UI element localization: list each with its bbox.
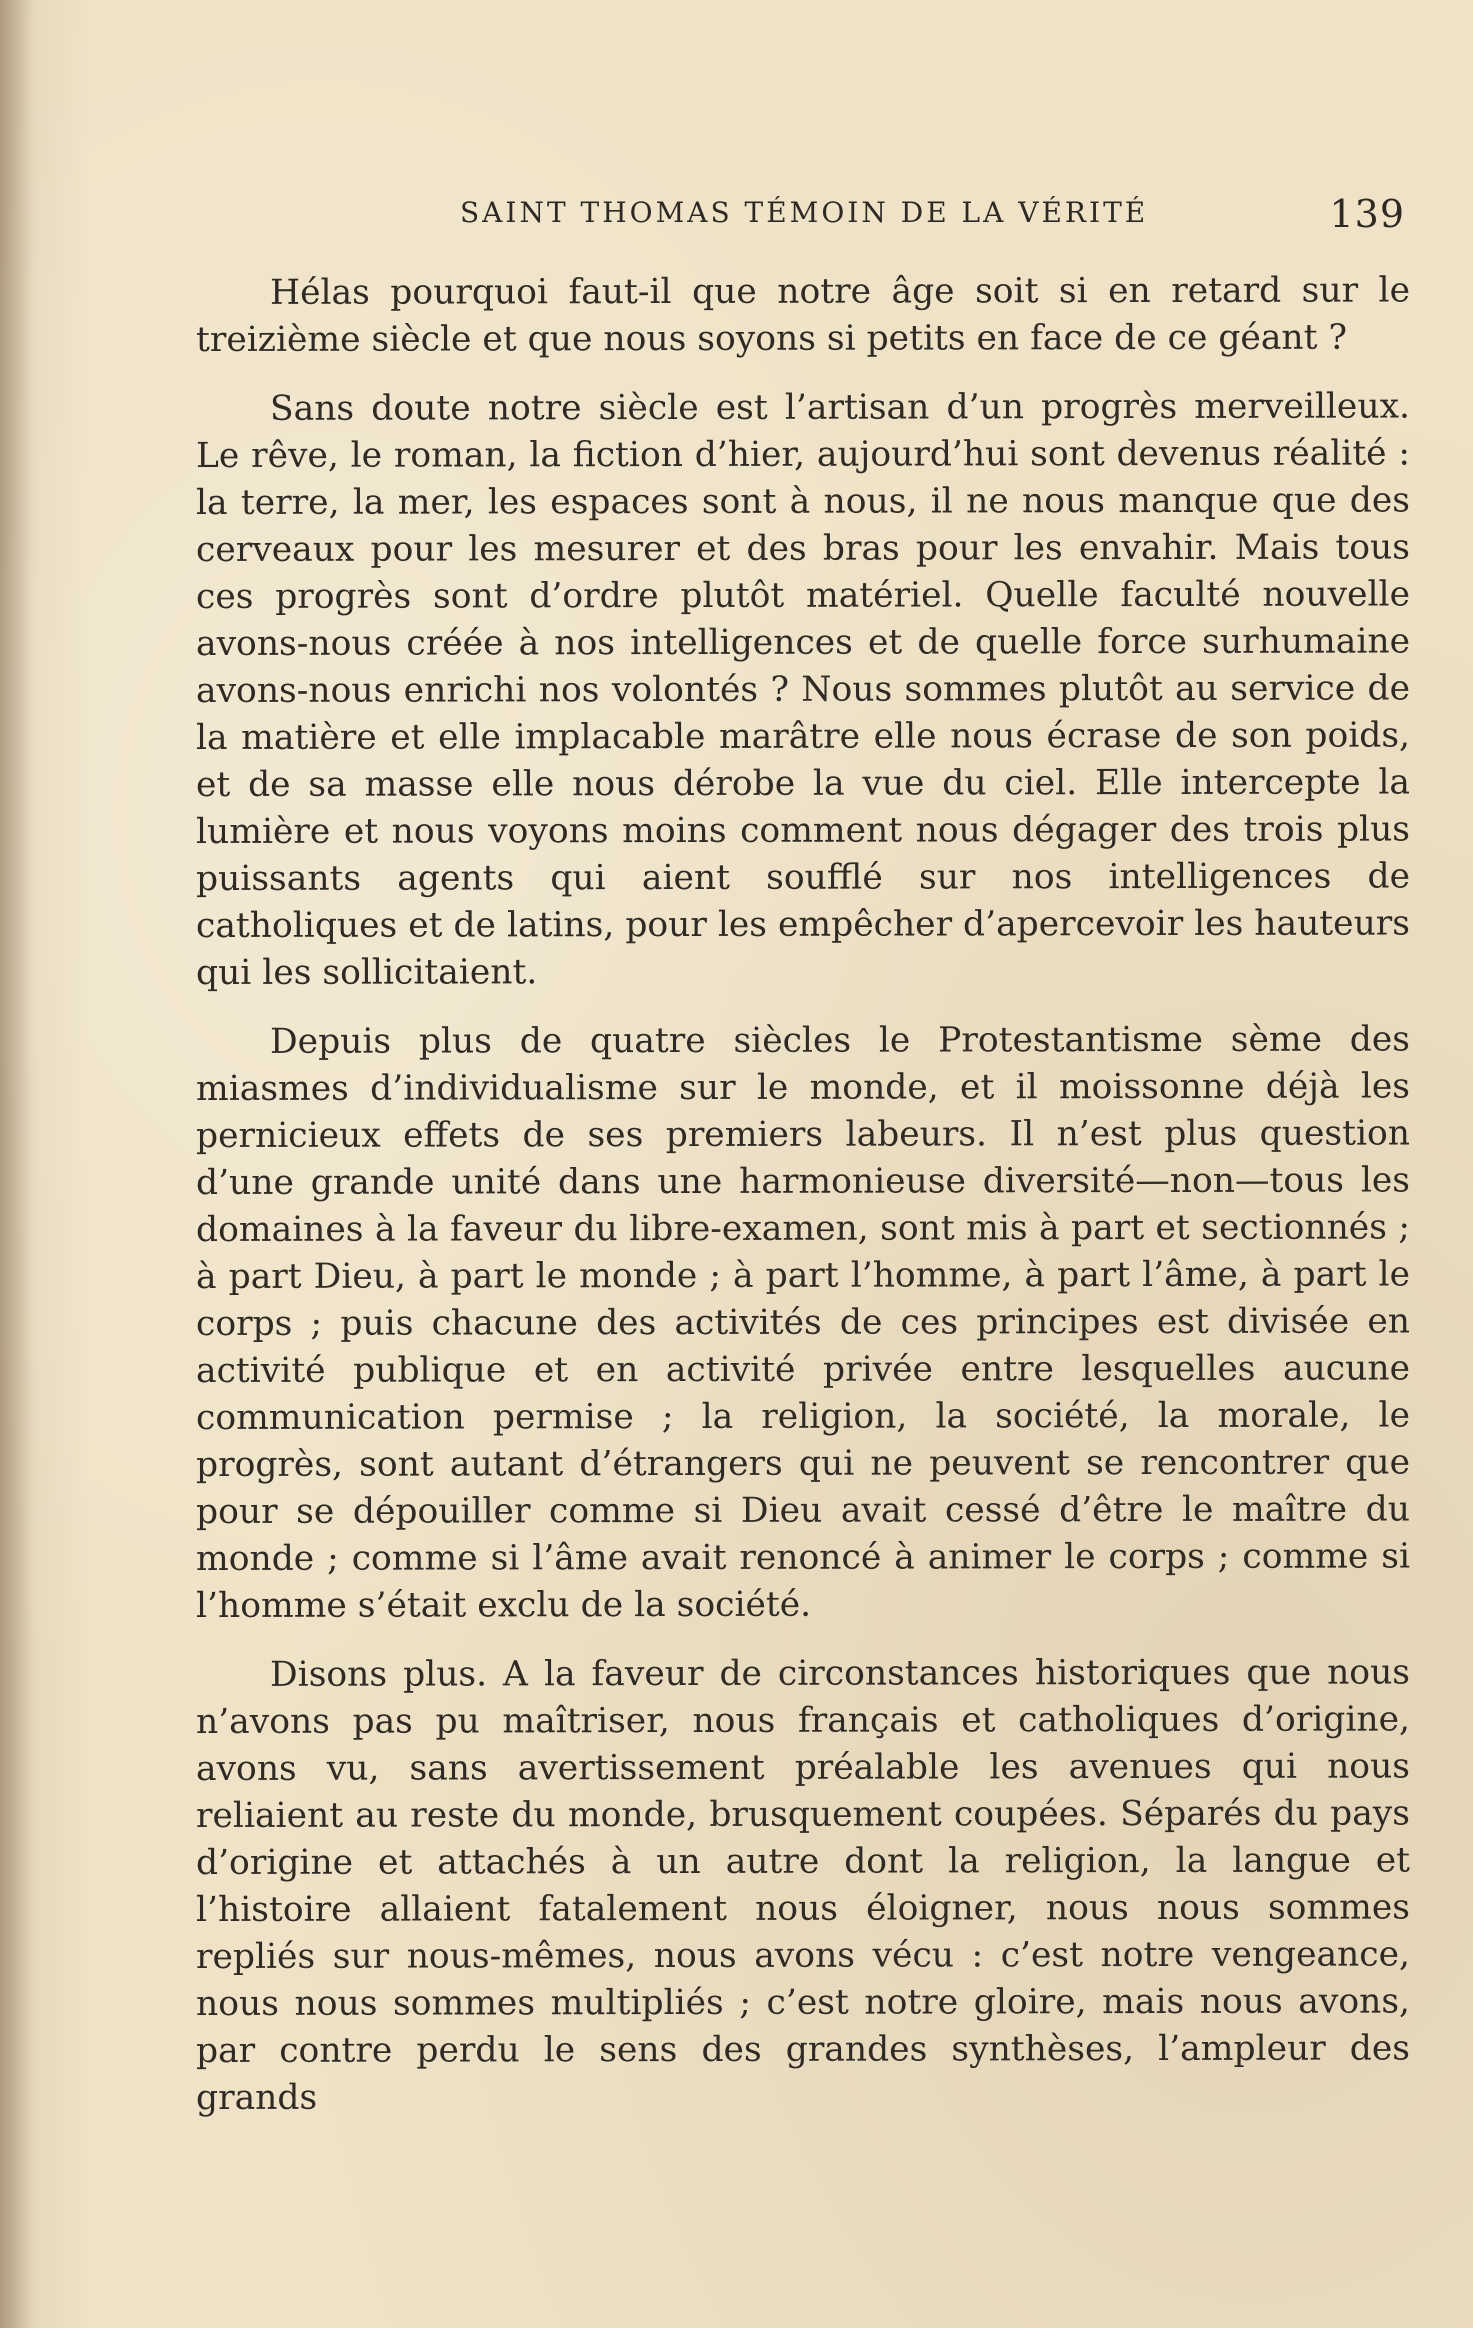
paragraph-2: Sans doute notre siècle est l’artisan d’un progrès merveilleux. Le rêve, le roman, la fiction d’hier, aujourd’hui sont devenus réalité : la terre, la mer, les espaces sont à nous, il ne nous manque que des cerveaux pour les mesurer et des bras pour les envahir. Mais tous ces progrès sont d’ordre plutôt matériel. Quelle faculté nouvelle avons-nous créée à nos intelligences et de quelle force surhumaine avons-nous enrichi nos volontés ? Nous sommes plutôt au service de la matière et elle implacable marâtre elle nous écrase de son poids, et de sa masse elle nous dérobe la vue du ciel. Elle intercepte la lumière et nous voyons moins comment nous dégager des trois plus puissants agents qui aient soufflé sur nos intelligences de catholiques et de latins, pour les empêcher d’apercevoir les hauteurs qui les sollicitaient. [196, 386, 1410, 993]
page-number: 139 [1329, 192, 1405, 236]
paragraph-3: Depuis plus de quatre siècles le Protestantisme sème des miasmes d’individualisme sur le monde, et il moissonne déjà les pernicieux effets de ses premiers labeurs. Il n’est plus question d’une grande unité dans une harmonieuse diversité—non—tous les domaines à la faveur du libre-examen, sont mis à part et sectionnés ; à part Dieu, à part le monde ; à part l’homme, à part l’âme, à part le corps ; puis chacune des activités de ces principes est divisée en activité publique et en activité privée entre lesquelles aucune communication permise ; la religion, la société, la morale, le progrès, sont autant d’étrangers qui ne peuvent se rencontrer que pour se dépouiller comme si Dieu avait cessé d’être le maître du monde ; comme si l’âme avait renoncé à animer le corps ; comme si l’homme s’était exclu de la société. [196, 1019, 1410, 1626]
running-title: SAINT THOMAS TÉMOIN DE LA VÉRITÉ [460, 196, 1149, 229]
binding-shadow [0, 0, 32, 2328]
body-text [196, 267, 1410, 2260]
paragraph-4: Disons plus. A la faveur de circonstances historiques que nous n’avons pas pu maîtriser, nous français et catholiques d’origine, avons vu, sans avertissement préalable les avenues qui nous reliaient au reste du monde, brusquement coupées. Séparés du pays d’origine et attachés à un autre dont la religion, la langue et l’histoire allaient fatalement nous éloigner, nous nous sommes repliés sur nous-mêmes, nous avons vécu : c’est notre vengeance, nous nous sommes multipliés ; c’est notre gloire, mais nous avons, par contre perdu le sens des grandes synthèses, l’ampleur des grands [196, 1652, 1410, 2118]
paragraph-1: Hélas pourquoi faut-il que notre âge soit si en retard sur le treizième siècle et que nous soyons si petits en face de ce géant ? [196, 270, 1410, 360]
page-header [390, 192, 1405, 252]
